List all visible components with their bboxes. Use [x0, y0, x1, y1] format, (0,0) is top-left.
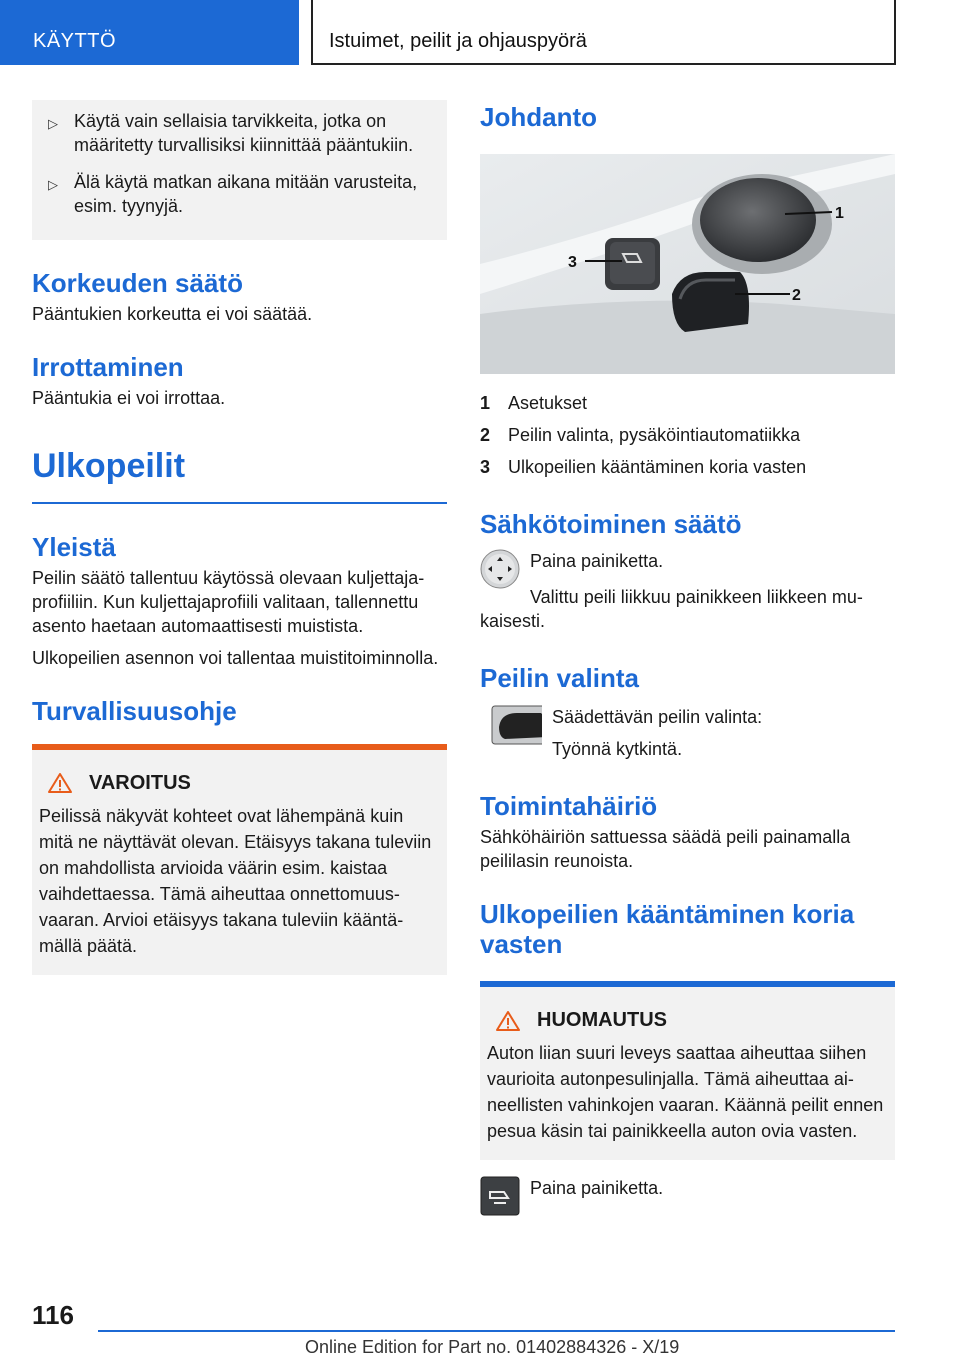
notice-box — [480, 981, 895, 1160]
footer-divider — [98, 1330, 895, 1332]
section-tab[interactable] — [0, 0, 299, 65]
heading-intro: Johdanto — [480, 102, 597, 132]
mirror-fold-button-icon — [480, 1176, 520, 1216]
warning-triangle-icon — [495, 1010, 521, 1032]
chapter-title: Istuimet, peilit ja ohjauspyörä — [329, 30, 587, 52]
paragraph: Ulkopeilien asennon voi tallentaa muistitoiminnolla. — [32, 647, 439, 668]
mirror-adjust-knob-icon — [480, 549, 520, 589]
legend-row — [480, 423, 895, 447]
notice-header — [487, 1009, 887, 1032]
legend-text: Asetukset — [508, 393, 588, 413]
legend — [480, 391, 895, 479]
section-divider — [32, 502, 447, 504]
list-item — [40, 104, 435, 157]
triangle-bullet-icon: ▷ — [48, 116, 58, 131]
warning-triangle-icon — [47, 772, 73, 794]
paragraph: Valittu peili liikkuu painikkeen liikkeen mukaisesti. — [480, 587, 863, 631]
legend-text: Peilin valinta, pysäköintiautomatiikka — [508, 425, 801, 445]
heading-height: Korkeuden säätö — [32, 268, 243, 298]
paragraph: Paina painiketta. — [530, 551, 664, 571]
notice-label: HUOMAUTUS — [537, 1009, 667, 1031]
footer-edition: Online Edition for Part no. 01402884326 - X/19 — [305, 1337, 680, 1357]
warning-label: VAROITUS — [89, 771, 191, 794]
mirror-controls-photo — [480, 154, 895, 374]
left-column — [32, 100, 447, 975]
legend-row — [480, 455, 895, 479]
legend-text: Ulkopeilien kääntäminen koria vasten — [508, 457, 807, 477]
heading-main: Ulkopeilit — [32, 447, 186, 485]
bullet-box — [32, 100, 447, 240]
page-number: 116 — [32, 1300, 74, 1330]
mirror-selector-switch-icon — [480, 705, 542, 745]
callout-2: 2 — [792, 287, 801, 304]
callout-1: 1 — [835, 205, 844, 222]
heading-general: Yleistä — [32, 531, 116, 562]
legend-row — [480, 391, 895, 415]
heading-safety: Turvallisuusohje — [32, 695, 237, 726]
paragraph: Sähköhäiriön sattuessa säädä peili painamalla peililasin reunoista. — [480, 827, 851, 871]
paragraph: Pääntukia ei voi irrottaa. — [32, 388, 226, 408]
paragraph: Paina painiketta. — [530, 1178, 664, 1198]
heading-fold: Ulkopeilien kääntäminen koria vasten — [480, 899, 855, 959]
triangle-bullet-icon: ▷ — [48, 177, 58, 192]
list-item — [40, 165, 435, 218]
heading-select: Peilin valinta — [480, 663, 639, 693]
fold-button-row — [480, 1176, 895, 1216]
legend-number: 2 — [480, 425, 491, 445]
right-column — [480, 100, 895, 1216]
paragraph: Pääntukien korkeutta ei voi säätää. — [32, 304, 313, 324]
electric-adjust-row — [480, 549, 895, 589]
paragraph: Säädettävän peilin valinta: — [552, 707, 763, 727]
warning-box — [32, 744, 447, 975]
callout-3: 3 — [568, 254, 577, 271]
heading-removal: Irrottaminen — [32, 352, 184, 382]
warning-header — [39, 772, 439, 795]
paragraph: Työnnä kytkintä. — [552, 739, 683, 759]
heading-fault: Toimintahäiriö — [480, 791, 658, 821]
paragraph: Peilin säätö tallentuu käytössä olevaan kuljettajaprofiiliin. Kun kuljettajaprofiili valitaan, tallennettu asento haetaan automaattisesti muistista. — [32, 567, 425, 636]
legend-number: 3 — [480, 457, 491, 477]
bullet-text: Älä käytä matkan aikana mitään varusteita, esim. tyynyjä. — [74, 172, 418, 216]
chapter-tab[interactable] — [311, 0, 896, 65]
bullet-text: Käytä vain sellaisia tarvikkeita, jotka on määritetty turvallisiksi kiinnittää pääntukiin. — [74, 111, 414, 155]
section-title: KÄYTTÖ — [33, 30, 117, 52]
legend-number: 1 — [480, 393, 491, 413]
mirror-select-row — [480, 705, 895, 769]
warning-text: Peilissä näkyvät kohteet ovat lähempänä kuin mitä ne näyttävät olevan. Etäisyys takana tuleviin on mahdollista arvioida väärin esim. kaistaa vaihdettaessa. Tämä aiheuttaa onnettomuusvaaran. Arvioi etäisyys takana tuleviin kääntämällä päätä. — [39, 805, 432, 956]
heading-electric: Sähkötoiminen säätö — [480, 509, 742, 539]
notice-text: Auton liian suuri leveys saattaa aiheuttaa siihen vaurioita autonpesulinjalla. Tämä aiheuttaa aineellisten vahinkojen vaaran. Käännä peilit ennen pesua käsin tai painikkeella auton ovia vasten. — [487, 1043, 884, 1141]
